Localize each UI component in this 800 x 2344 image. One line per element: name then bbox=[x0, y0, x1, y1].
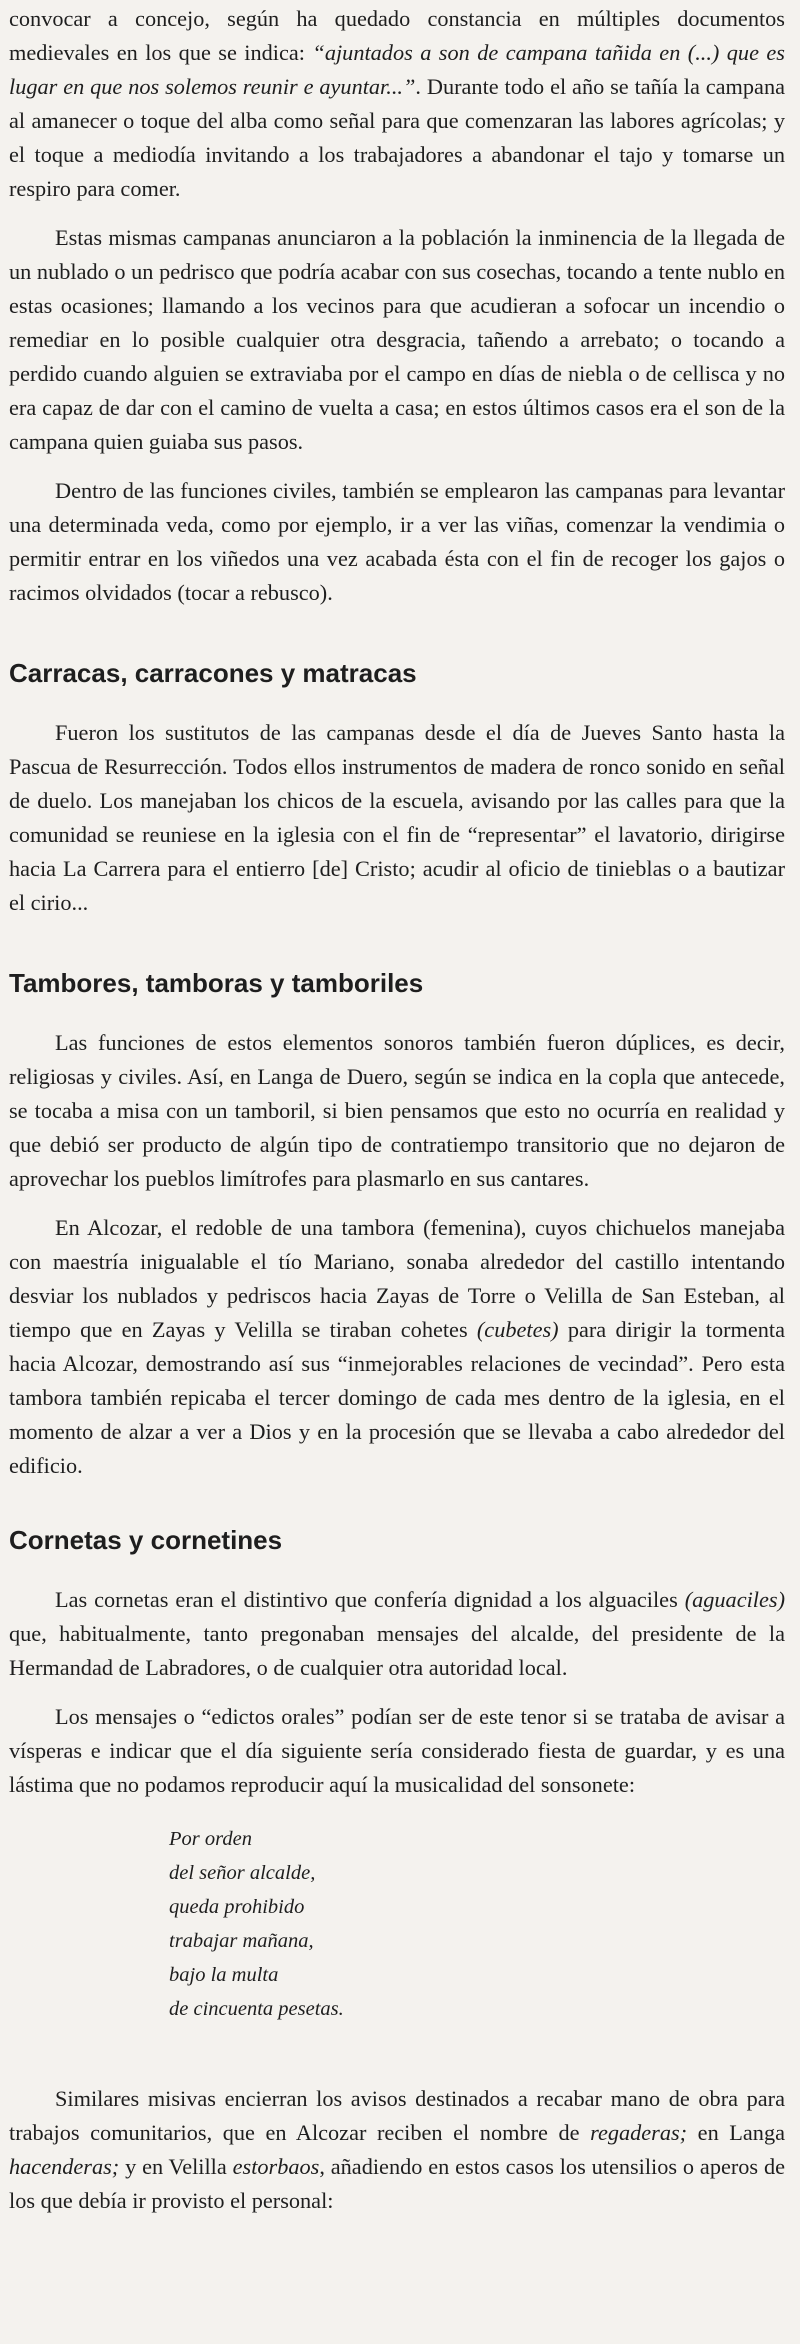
section-heading-carracas: Carracas, carracones y matracas bbox=[9, 658, 417, 688]
intro-paragraph-3: Dentro de las funciones civiles, también se emplearon las campanas para levantar una determinada veda, como por ejemplo, ir a ver las viñas, comenzar la vendimia o permitir entrar en los viñedos una vez acabada ésta con el fin de recoger los gajos o racimos olvidados (tocar a rebusco). bbox=[9, 478, 785, 605]
intro-paragraph-1: convocar a concejo, según ha quedado constancia en múltiples documentos medievales en los que se indica: “ajuntados a son de campana tañida en (...) que es lugar en que nos solemos reunir e ayuntar...”. Durante todo el año se tañía la campana al amanecer o toque del alba como señal para que comenzaran las labores agrícolas; y el toque a mediodía invitando a los trabajadores a abandonar el tajo y tomarse un respiro para comer. bbox=[9, 6, 785, 201]
cornetas-paragraph-3: Similares misivas encierran los avisos destinados a recabar mano de obra para trabajos comunitarios, que en Alcozar reciben el nombre de regaderas; en Langa hacenderas; y en Velilla estorbaos, añadiendo en estos casos los utensilios o aperos de los que debía ir provisto el personal: bbox=[9, 2086, 786, 2213]
verse-line: trabajar mañana, bbox=[169, 1930, 314, 1952]
verse-line: queda prohibido bbox=[169, 1896, 305, 1918]
tambores-paragraph-2: En Alcozar, el redoble de una tambora (femenina), cuyos chichuelos manejaba con maestría inigualable el tío Mariano, sonaba alrededor del castillo intentando desviar los nublados y pedriscos hacia Zayas de Torre o Velilla de San Esteban, al tiempo que en Zayas y Velilla se tiraban cohetes (cubetes) para dirigir la tormenta hacia Alcozar, demostrando así sus “inmejorables relaciones de vecindad”. Pero esta tambora también repicaba el tercer domingo de cada mes dentro de la iglesia, en el momento de alzar a ver a Dios y en la procesión que se llevaba a cabo alrededor del edificio. bbox=[9, 1215, 786, 1478]
section-heading-tambores: Tambores, tamboras y tamboriles bbox=[9, 968, 424, 998]
tambores-paragraph-1: Las funciones de estos elementos sonoros también fueron dúplices, es decir, religiosas y civiles. Así, en Langa de Duero, según se indica en la copla que antecede, se tocaba a misa con un tamboril, si bien pensamos que esto no ocurría en realidad y que debió ser producto de algún tipo de contratiempo transitorio que no dejaron de aprovechar los pueblos limítrofes para plasmarlo en sus cantares. bbox=[9, 1030, 785, 1191]
carracas-paragraph: Fueron los sustitutos de las campanas desde el día de Jueves Santo hasta la Pascua de Resurrección. Todos ellos instrumentos de madera de ronco sonido en señal de duelo. Los manejaban los chicos de la escuela, avisando por las calles para que la comunidad se reuniese en la iglesia con el fin de “representar” el lavatorio, dirigirse hacia La Carrera para el entierro [de] Cristo; acudir al oficio de tinieblas o a bautizar el cirio... bbox=[9, 720, 785, 915]
verse-line: de cincuenta pesetas. bbox=[169, 1998, 344, 2020]
verse-line: bajo la multa bbox=[169, 1964, 279, 1986]
verse-line: Por orden bbox=[169, 1828, 252, 1850]
verse-line: del señor alcalde, bbox=[169, 1862, 316, 1884]
intro-paragraph-2: Estas mismas campanas anunciaron a la población la inminencia de la llegada de un nublado o un pedrisco que podría acabar con sus cosechas, tocando a tente nublo en estas ocasiones; llamando a los vecinos para que acudieran a sofocar un incendio o remediar en lo posible cualquier otra desgracia, tañendo a arrebato; o tocando a perdido cuando alguien se extraviaba por el campo en días de niebla o de cellisca y no era capaz de dar con el camino de vuelta a casa; en estos últimos casos era el son de la campana quien guiaba sus pasos. bbox=[9, 225, 785, 454]
cornetas-paragraph-1: Las cornetas eran el distintivo que confería dignidad a los alguaciles (aguaciles) que, habitualmente, tanto pregonaban mensajes del alcalde, del presidente de la Hermandad de Labradores, o de cualquier otra autoridad local. bbox=[9, 1587, 785, 1680]
section-heading-cornetas: Cornetas y cornetines bbox=[9, 1525, 283, 1555]
medieval-quote: “ajuntados a son de campana tañida en (...) que es lugar en que nos solemos reunir e ayuntar...” bbox=[9, 40, 785, 99]
cornetas-paragraph-2: Los mensajes o “edictos orales” podían ser de este tenor si se trataba de avisar a vísperas e indicar que el día siguiente sería considerado fiesta de guardar, y es una lástima que no podamos reproducir aquí la musicalidad del sonsonete: bbox=[9, 1704, 785, 1797]
edict-verse bbox=[169, 1822, 800, 2026]
